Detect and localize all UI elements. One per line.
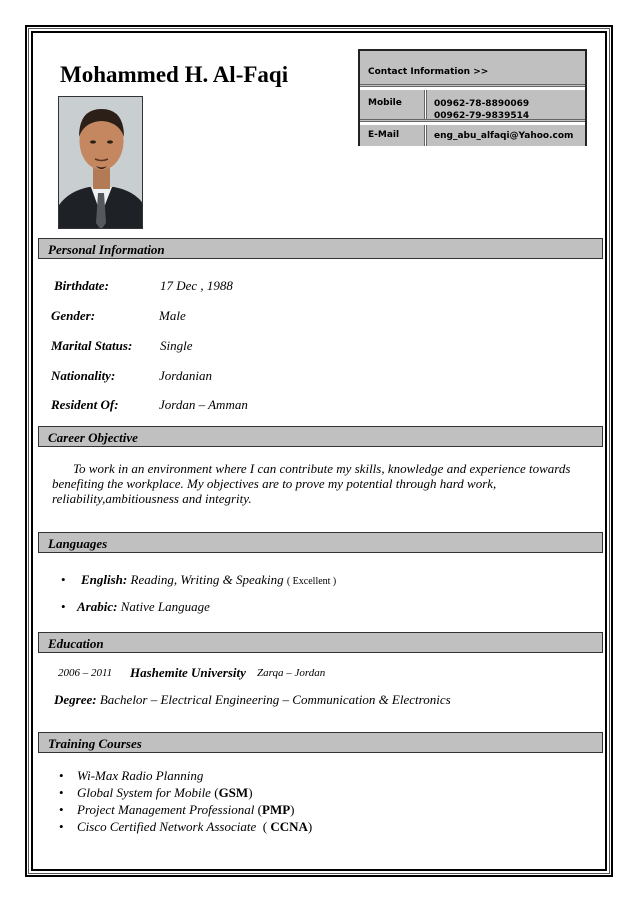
education-university: Hashemite University <box>130 665 246 680</box>
training-abbr: PMP <box>262 802 291 817</box>
training-item <box>59 819 313 835</box>
contact-divider <box>424 125 427 146</box>
mobile-label: Mobile <box>368 98 402 108</box>
section-career-objective <box>38 426 603 447</box>
section-title: Career Objective <box>48 430 138 445</box>
education-years: 2006 – 2011 <box>58 667 113 679</box>
degree-label: Degree: <box>54 692 97 707</box>
profile-photo <box>58 96 143 229</box>
birthdate-value: 17 Dec , 1988 <box>160 278 233 293</box>
training-name: Project Management Professional <box>77 802 255 817</box>
training-name: Global System for Mobile <box>77 785 211 800</box>
education-degree <box>54 692 451 708</box>
contact-header-label: Contact Information >> <box>368 67 489 77</box>
contact-header <box>360 51 585 87</box>
nationality-value: Jordanian <box>159 368 212 383</box>
training-abbr-close: ) <box>307 819 313 834</box>
training-item <box>59 785 253 801</box>
training-abbr-close: ) <box>290 802 295 817</box>
marital-status-label: Marital Status: <box>51 338 133 353</box>
training-abbr-open: ( <box>254 802 262 817</box>
bullet-icon: • <box>59 785 64 800</box>
email-label: E-Mail <box>368 130 400 140</box>
resident-value: Jordan – Amman <box>159 397 248 412</box>
bullet-icon: • <box>59 819 64 834</box>
contact-table <box>358 49 587 146</box>
contact-divider <box>424 90 427 119</box>
section-title: Languages <box>48 536 108 551</box>
mobile-number-2: 00962-79-9839514 <box>434 111 530 121</box>
training-abbr-close: ) <box>248 785 253 800</box>
education-location: Zarqa – Jordan <box>257 667 326 679</box>
candidate-name: Mohammed H. Al-Faqi <box>60 62 289 87</box>
language-item <box>61 572 337 588</box>
bullet-icon: • <box>59 768 64 783</box>
nationality-label: Nationality: <box>51 368 116 383</box>
gender-label: Gender: <box>51 308 96 323</box>
training-abbr-open: ( <box>210 785 219 800</box>
contact-row-mobile <box>360 90 585 122</box>
training-name: Cisco Certified Network Associate <box>77 819 257 834</box>
bullet-icon: • <box>61 599 66 614</box>
training-abbr: GSM <box>218 785 249 800</box>
profile-photo-image <box>59 97 143 229</box>
training-name: Wi-Max Radio Planning <box>77 768 204 783</box>
gender-value: Male <box>159 308 186 323</box>
bullet-icon: • <box>59 802 64 817</box>
birthdate-label: Birthdate: <box>54 278 109 293</box>
degree-value: Bachelor – Electrical Engineering – Communication & Electronics <box>99 692 451 707</box>
email-value: eng_abu_alfaqi@Yahoo.com <box>434 131 574 141</box>
training-abbr: CCNA <box>270 819 308 834</box>
section-education <box>38 632 603 653</box>
language-name: English: <box>81 572 128 587</box>
bullet-icon: • <box>61 572 66 587</box>
section-personal-information <box>38 238 603 259</box>
training-abbr-open: ( <box>256 819 271 834</box>
language-detail: Native Language <box>120 599 210 614</box>
career-objective-text: To work in an environment where I can contribute my skills, knowledge and experience towards benefiting the workplace. My objectives are to prove my potential through hard work, reliability,ambitiousness and integrity. <box>52 461 571 506</box>
section-title: Training Courses <box>48 736 142 751</box>
training-item <box>59 768 204 784</box>
language-name: Arabic: <box>77 599 118 614</box>
language-detail: Reading, Writing & Speaking <box>130 572 284 587</box>
mobile-number-1: 00962-78-8890069 <box>434 99 530 109</box>
marital-status-value: Single <box>160 338 193 353</box>
language-item <box>61 599 210 615</box>
section-languages <box>38 532 603 553</box>
section-title: Education <box>48 636 104 651</box>
resident-label: Resident Of: <box>51 397 119 412</box>
contact-row-email <box>360 125 585 146</box>
section-title: Personal Information <box>48 242 165 257</box>
section-training-courses <box>38 732 603 753</box>
language-level: ( Excellent ) <box>286 576 337 587</box>
mobile-numbers <box>434 98 529 122</box>
training-item <box>59 802 295 818</box>
